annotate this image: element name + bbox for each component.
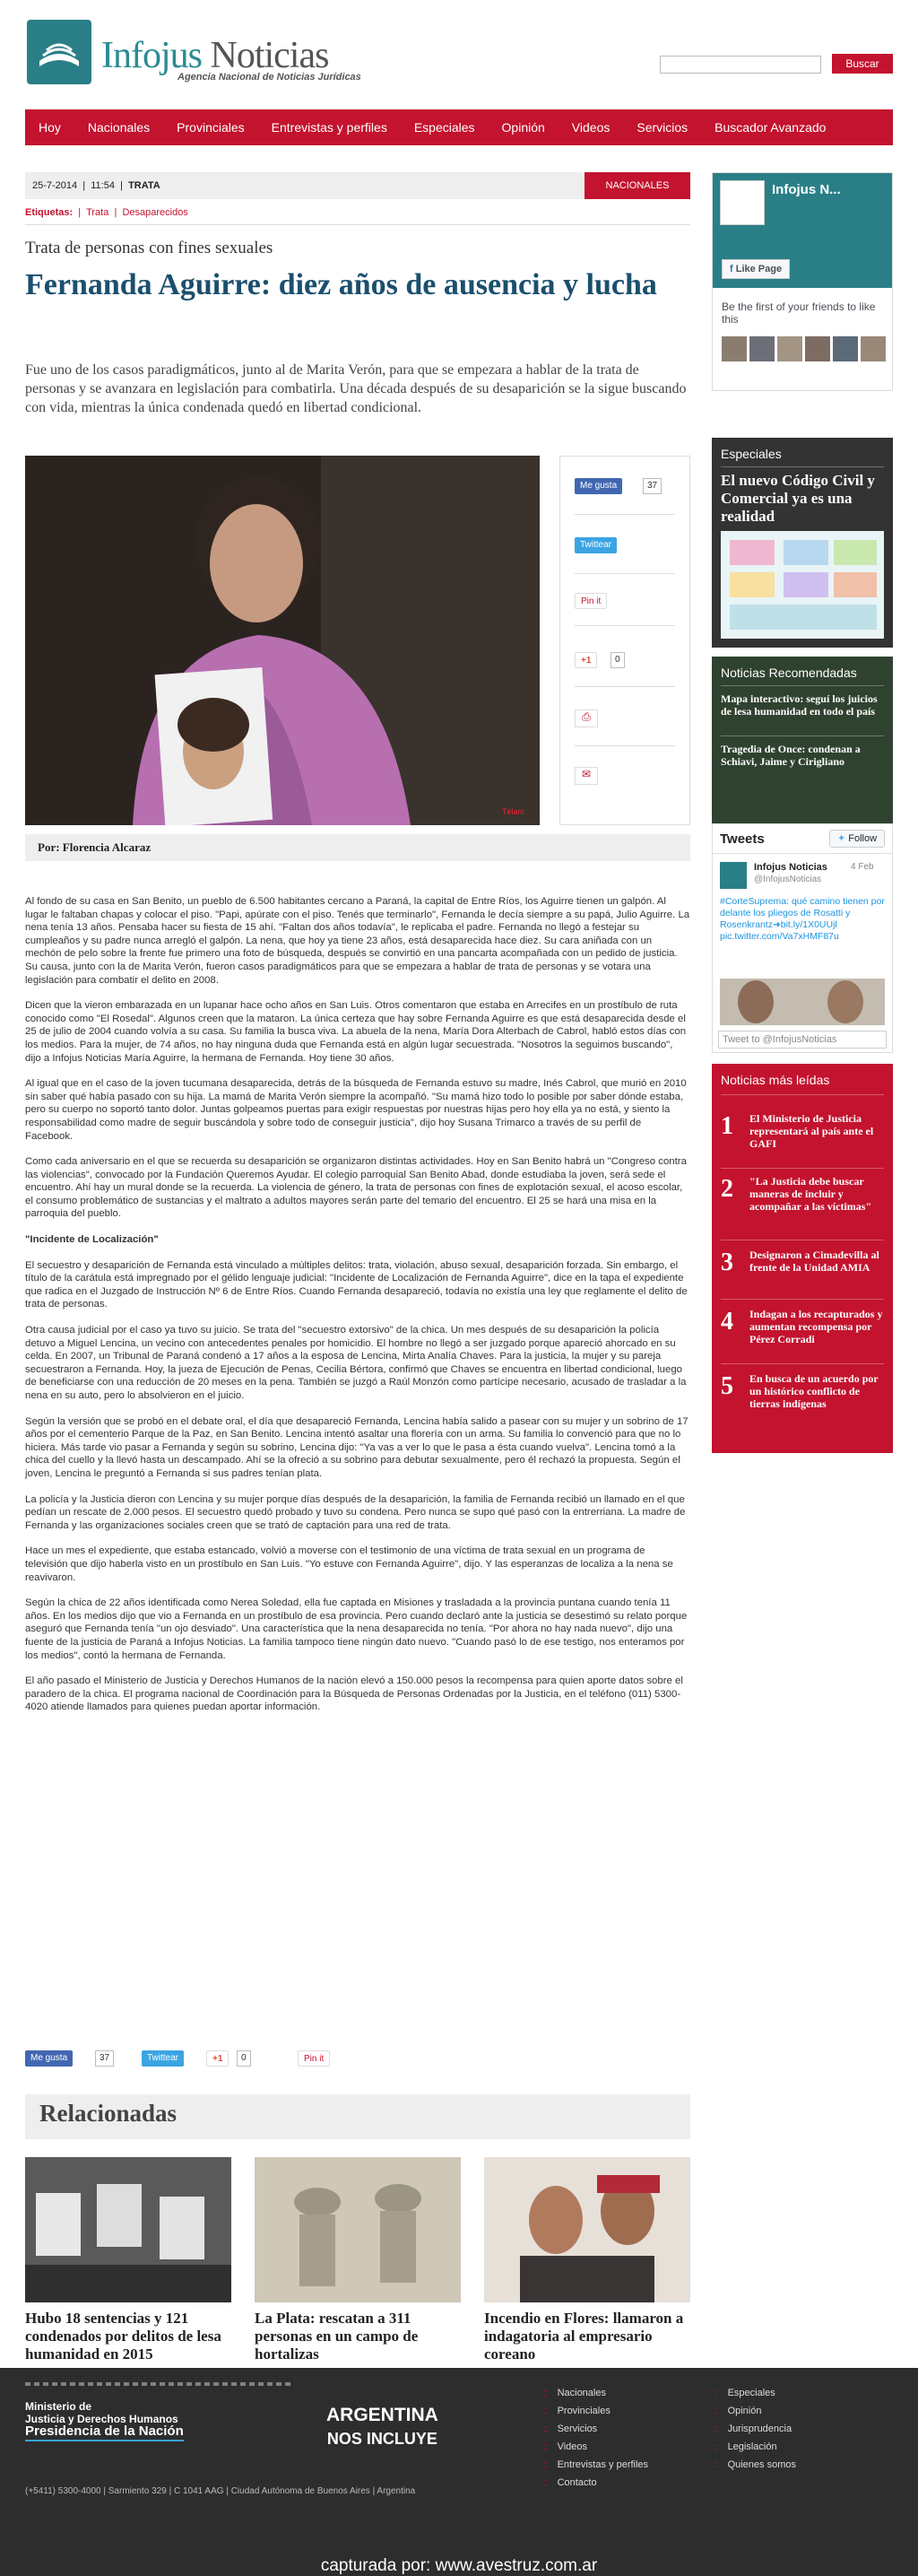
nav-videos[interactable]: Videos (571, 120, 611, 135)
related-image[interactable] (25, 2157, 231, 2302)
mas-leidas-title: Noticias más leídas (721, 1073, 830, 1087)
logo-subtitle: Agencia Nacional de Noticias Jurídicas (178, 72, 361, 83)
nav-hoy[interactable]: Hoy (39, 120, 61, 135)
footer-link[interactable]: :: Servicios (543, 2424, 597, 2434)
ministry-logo[interactable]: Ministerio de Justicia y Derechos Humanos Presidencia de la Nación (25, 2400, 184, 2441)
footer-link[interactable]: :: Quienes somos (714, 2459, 796, 2470)
tweet-text: #CorteSuprema: qué camino tienen por delante los pliegos de Rosatti y Rosenkrantz➜bit.ly/1X0UUjl pic.twitter.com/Va7xHMF87u (720, 896, 885, 942)
print-icon[interactable]: ⎙ (575, 709, 598, 727)
argentina-logo[interactable]: ARGENTINA NOS INCLUYE (326, 2405, 438, 2448)
especiales-image[interactable] (721, 531, 884, 639)
facebook-count: 37 (95, 2050, 114, 2067)
email-icon[interactable]: ✉ (575, 767, 598, 785)
list-item[interactable]: 5 En busca de un acuerdo por un histórico conflicto de tierras indígenas (721, 1372, 879, 1410)
divider (721, 1168, 884, 1169)
list-item[interactable]: 1 El Ministerio de Justicia representará al país ante el GAFI (721, 1112, 874, 1150)
paragraph: Al igual que en el caso de la joven tucumana desaparecida, detrás de la búsqueda de Fernanda estuvo su madre, Inés Cabrol, que murió en 2010 sin saber qué había pasado con su hija. La mamá de Marita Verón siempre la acompañó. "Su mamá hizo todo lo posible por saber dónde estaba, pero su cuerpo no soportó tanto dolor. Juntas golpeamos puertas para exigir respuestas por nuestras hijas pero hoy ella ya no está, y siento la responsabilidad como madre de seguir buscándola y sobre todo de conseguir justicia", dijo hoy Susana Trimarco a través de su perfil de Facebook. (25, 1078, 687, 1142)
facebook-count: 37 (643, 478, 662, 494)
footer-link[interactable]: :: Provinciales (543, 2406, 611, 2416)
gplus-count: 0 (611, 652, 625, 668)
facebook-page-widget (712, 172, 893, 391)
fb-page-name[interactable]: Infojus N... (772, 182, 841, 197)
footer-link[interactable]: :: Opinión (714, 2406, 761, 2416)
footer-link[interactable]: :: Legislación (714, 2441, 777, 2452)
footer (0, 2368, 918, 2556)
divider (575, 573, 675, 574)
paragraph: El secuestro y desaparición de Fernanda está vinculado a múltiples delitos: trata, violación, abuso sexual, desaparición forzada. Sin embargo, el título de la carátula está impregnado por el gélido lenguaje judicial: "Incidente de Localización de Fernanda Aguirre", dice en la tapa el expediente que radica en el Juzgado de Instrucción Nº 6 de Entre Ríos. Cuando Fernanda desapareció, todavía no existía una ley que reglamente el delito de trata de personas. (25, 1259, 688, 1310)
recomendadas-item[interactable]: Mapa interactivo: seguí los juicios de lesa humanidad en todo el país (721, 692, 878, 718)
tweet-date: 4 Feb (851, 862, 874, 872)
share-box (559, 456, 690, 825)
pinterest-button[interactable]: Pin it (575, 593, 607, 609)
gplus-button[interactable]: +1 (575, 652, 597, 668)
recomendadas-item[interactable]: Tragedia de Once: condenan a Schiavi, Jaime y Cirigliano (721, 743, 861, 768)
facebook-icon: f (730, 264, 733, 274)
divider (721, 1094, 884, 1095)
recomendadas-title: Noticias Recomendadas (721, 666, 857, 680)
paragraph: Hace un mes el expediente, que estaba estancado, volvió a moverse con el testimonio de una víctima de trata sexual en un programa de televisión que dijo haberla visto en un prostíbulo en San Luis. "Yo estuve con Fernanda Aguirre", dijo. Y las esperanzas de localiza a la nena se reavivaron. (25, 1545, 673, 1583)
section-badge[interactable]: NACIONALES (585, 172, 690, 199)
divider (713, 853, 892, 854)
tags: Etiquetas: | Trata | Desaparecidos (25, 207, 188, 218)
subheading: "Incidente de Localización" (25, 1234, 159, 1246)
mas-leidas-box (712, 1064, 893, 1453)
tweet-compose-input[interactable]: Tweet to @InfojusNoticias (718, 1031, 887, 1049)
article-headline: Fernanda Aguirre: diez años de ausencia y lucha (25, 268, 657, 301)
article-author: Por: Florencia Alcaraz (25, 834, 690, 861)
related-title: Relacionadas (39, 2100, 178, 2127)
fb-like-page-button[interactable]: f Like Page (722, 259, 790, 279)
divider (575, 514, 675, 515)
footer-link[interactable]: :: Jurisprudencia (714, 2424, 792, 2434)
bottom-share-bar (25, 2050, 690, 2068)
follow-button[interactable]: ✦ Follow (829, 830, 885, 848)
especiales-title: Especiales (721, 447, 782, 461)
facebook-like-button[interactable]: Me gusta (575, 478, 622, 494)
list-item[interactable]: 2 "La Justicia debe buscar maneras de incluir y acompañar a las víctimas" (721, 1175, 872, 1213)
footer-address: (+5411) 5300-4000 | Sarmiento 329 | C 1041 AAG | Ciudad Autónoma de Buenos Aires | Argentina (25, 2486, 416, 2496)
footer-link[interactable]: :: Contacto (543, 2477, 597, 2488)
list-item[interactable]: 3 Designaron a Cimadevilla al frente de la Unidad AMIA (721, 1249, 879, 1276)
footer-link[interactable]: :: Videos (543, 2441, 587, 2452)
twitter-widget (712, 823, 893, 1053)
related-headline[interactable]: La Plata: rescatan a 311 personas en un campo de hortalizas (255, 2310, 419, 2363)
especiales-item[interactable]: El nuevo Código Civil y Comercial ya es una realidad (721, 472, 875, 525)
tweet-handle: @InfojusNoticias (754, 875, 822, 884)
rank-number: 3 (721, 1249, 733, 1276)
tag-link[interactable]: Desaparecidos (122, 207, 188, 218)
logo-title[interactable]: Infojus Noticias (101, 35, 329, 76)
paragraph: Dicen que la vieron embarazada en un lupanar hace ocho años en San Luis. Otros comentaron que estaba en Arrecifes en un prostíbulo de ruta conocido como "El Rosedal". Algunos creen que la mataron. La única certeza que hay sobre Fernanda Aguirre es que está desaparecida desde el 25 de julio de 2004 cuando volvía a su casa. Su familia la busca viva. La abuela de la nena, María Dora Alterbach de Cabrol, habló estos días con los medios. Para la mujer, de 74 años, no hay ninguna duda que Fernanda está en algún lugar secuestrada. "Nosotros la seguimos buscando", dijo a Infojus Noticias María Aguirre, la hermana de Fernanda. Hoy tiene 30 años. (25, 1000, 687, 1064)
paragraph: Como cada aniversario en el que se recuerda su desaparición se organizaron distintas actividades. Hoy en San Benito habrá un "Congreso contra las violencias", convocado por la Fundación Queremos Ayudar. El colegio parroquial San Benito Abad, donde estudiaba la joven, será sede el encuentro. Ahí hay un mural donde se la recuerda. La violencia de género, la trata de personas con fines de explotación sexual, el acoso escolar, el consumo problemático de sustancias y el maltrato a adultos mayores serán parte del temario del encuentro. El 25 se hará una misa en la parroquia del pueblo. (25, 1156, 687, 1220)
paragraph: La policía y la Justicia dieron con Lencina y su mujer porque días después de la desaparición, la familia de Fernanda recibió un llamado en el que pedían un rescate de 2.000 pesos. El secuestro quedó probado y tuvo su condena. Pero nunca se supo qué pasó con la entrerriana. La madre de Fernanda y las organizaciones sociales creen que se trató de captación para una red de trata. (25, 1493, 686, 1531)
twitter-button[interactable]: Twittear (142, 2050, 184, 2067)
divider (721, 466, 884, 467)
photo-credit: Télam (502, 807, 525, 816)
related-image[interactable] (255, 2157, 461, 2302)
pinterest-button[interactable]: Pin it (298, 2050, 330, 2067)
avatar[interactable] (720, 862, 747, 889)
paragraph: El año pasado el Ministerio de Justicia y Derechos Humanos de la nación elevó a 150.000 pesos la recompensa para quien aporte datos sobre el paradero de la chica. El programa nacional de Coordinación para la Búsqueda de Personas Ordenadas por la Justicia, en el teléfono (011) 5300-4020 atiende llamados para quienes puedan aportar información. (25, 1675, 683, 1713)
fb-avatar (720, 180, 765, 225)
paragraph: Según la chica de 22 años identificada como Nerea Soledad, ella fue captada en Misiones y trasladada a la provincia puntana cuando tenía 11 años. En los medios dijo que vio a Fernanda en un prostíbulo de esa provincia. Pero cuando declaró ante la justicia se desestimó su relato porque aseguró que Fernanda tenía "un ojo desviado". Una característica que la nena desaparecida no tenía. "Por ahora no hay nada nuevo", dijo una fuente de la justicia de Paraná a Infojus Noticias. La familia tampoco tiene ningún dato nuevo. "Cuando pasó lo de ese testigo, nos enteramos por los medios", contó la hermana de Fernanda. (25, 1597, 688, 1661)
paragraph: Otra causa judicial por el caso ya tuvo su juicio. Se trata del "secuestro extorsivo" de la chica. Un mes después de su desaparición la policía detuvo a Miguel Lencina, un vecino con antecedentes penales por homicidio. El hombre no llegó a ser juzgado porque apareció ahorcado en su celda. En 2007, un Tribunal de Paraná condenó a 17 años a la esposa de Lencina, Mirta Analía Chaves. Para la justicia, la mujer y su pareja secuestraron a Fernanda. Hoy, la jueza de Ejecución de Penas, Cecilia Bértora, confirmó que Chaves se encuentra en libertad condicional, luego de beneficiarse con una reducción de 20 meses en la pena. También se juzgó a Raúl Monzón como partícipe necesario, acusado de trasladar a la nena en su auto, pero lo absolvieron en el juicio. (25, 1325, 687, 1401)
rank-number: 5 (721, 1372, 733, 1400)
tweets-title: Tweets (720, 831, 765, 847)
list-item[interactable]: 4 Indagan a los recapturados y aumentan recompensa por Pérez Corradi (721, 1308, 883, 1345)
rank-number: 4 (721, 1308, 733, 1336)
footer-link[interactable]: :: Especiales (714, 2388, 775, 2398)
main-nav (25, 109, 893, 145)
logo-icon[interactable] (27, 20, 91, 84)
article-lead: Fue uno de los casos paradigmáticos, junto al de Marita Verón, para que se empezara a hablar de la trata de personas y se avanzara en legislación para combatirla. Una década después de su desaparición se la sigue buscando con vida, mientras la única condenada quedó en libertad condicional. (25, 362, 687, 415)
fb-friend-avatars (722, 336, 886, 361)
rank-number: 2 (721, 1175, 733, 1203)
tag-link[interactable]: Trata (86, 207, 109, 218)
capture-watermark: capturada por: www.avestruz.com.ar (0, 2556, 918, 2576)
search-input[interactable] (660, 56, 821, 74)
tweet-image[interactable] (720, 979, 885, 1025)
nav-especiales[interactable]: Especiales (413, 120, 475, 135)
recomendadas-box (712, 657, 893, 836)
divider (575, 686, 675, 687)
nav-buscador[interactable]: Buscador Avanzado (714, 120, 827, 135)
paragraph: Según la versión que se probó en el debate oral, el día que desapareció Fernanda, Lencina había salido a pasear con su mujer y un sobrino de 17 años por el cementerio Parque de la Paz, en San Benito. Lencina intentó asaltar una florería con un arma. Su familia lo convenció para que no lo hiciera. Más tarde vio pasar a Fernanda y según su sobrino, Lencina dijo: "Ya vas a ver lo que le pasa a ésta cuando vuelva". Lencina tomó a la chica del cuello y la llevó hasta un descampado. Ahí se la ofreció a su sobrino para debutar sexualmente, pero él rechazó la propuesta. Según el joven, Lencina le preguntó a Fernanda si sus padres tenían plata. (25, 1415, 688, 1479)
article-photo (25, 456, 540, 825)
divider (721, 735, 884, 736)
twitter-button[interactable]: Twittear (575, 537, 617, 553)
paragraph: Al fondo de su casa en San Benito, un pueblo de 6.500 habitantes cercano a Paraná, la capital de Entre Ríos, los Aguirre tienen un galpón. Al lugar le faltaban chapas y colocar el piso. "Papi, apúrate con el piso. Tenés que terminarlo", Fernanda le decía siempre a su papá, Julio Aguirre. La nena tenía 13 años. Pensaba hacer su fiesta de 15 ahí. "Faltan dos años todavía", le replicaba el padre. Fernanda no llegó a festejar su cumpleaños y su padre nunca arregló el galpón. La nena, que hoy ya tiene 23 años, está desaparecida hace diez. Su cara aniñada con un mechón de pelo sobre la frente fue primero una foto de búsqueda, después se convirtió en una pancarta acompañada con un pedido de justicia. Su causa, junto con la de Marita Verón, fueron casos paradigmáticos para que se empezara a hablar de trata de personas y se votara una legislación para combatir el delito en 2008. (25, 896, 690, 986)
divider (721, 1363, 884, 1364)
divider (575, 745, 675, 746)
divider (575, 625, 675, 626)
divider (721, 1299, 884, 1300)
facebook-like-button[interactable]: Me gusta (25, 2050, 73, 2067)
footer-link[interactable]: :: Entrevistas y perfiles (543, 2459, 648, 2470)
divider (721, 685, 884, 686)
nav-servicios[interactable]: Servicios (637, 120, 688, 135)
tweet-user[interactable]: Infojus Noticias (754, 862, 827, 873)
rank-number: 1 (721, 1112, 733, 1140)
divider (25, 224, 690, 225)
footer-rule (25, 2382, 294, 2386)
related-headline[interactable]: Hubo 18 sentencias y 121 condenados por delitos de lesa humanidad en 2015 (25, 2310, 221, 2363)
article-kicker: Trata de personas con fines sexuales (25, 239, 273, 257)
fb-friends-text: Be the first of your friends to like this (722, 300, 876, 326)
related-image[interactable] (484, 2157, 690, 2302)
twitter-bird-icon: ✦ (837, 833, 846, 844)
gplus-count: 0 (237, 2050, 251, 2067)
article-body (25, 895, 690, 1727)
search-button[interactable]: Buscar (832, 54, 893, 74)
especiales-box (712, 438, 893, 648)
nav-nacionales[interactable]: Nacionales (87, 120, 151, 135)
nav-opinion[interactable]: Opinión (501, 120, 545, 135)
nav-entrevistas[interactable]: Entrevistas y perfiles (271, 120, 387, 135)
gplus-button[interactable]: +1 (206, 2050, 229, 2067)
footer-link[interactable]: :: Nacionales (543, 2388, 606, 2398)
nav-provinciales[interactable]: Provinciales (177, 120, 245, 135)
article-meta: 25-7-2014 | 11:54 | TRATA (25, 172, 688, 199)
related-headline[interactable]: Incendio en Flores: llamaron a indagatoria al empresario coreano (484, 2310, 684, 2363)
